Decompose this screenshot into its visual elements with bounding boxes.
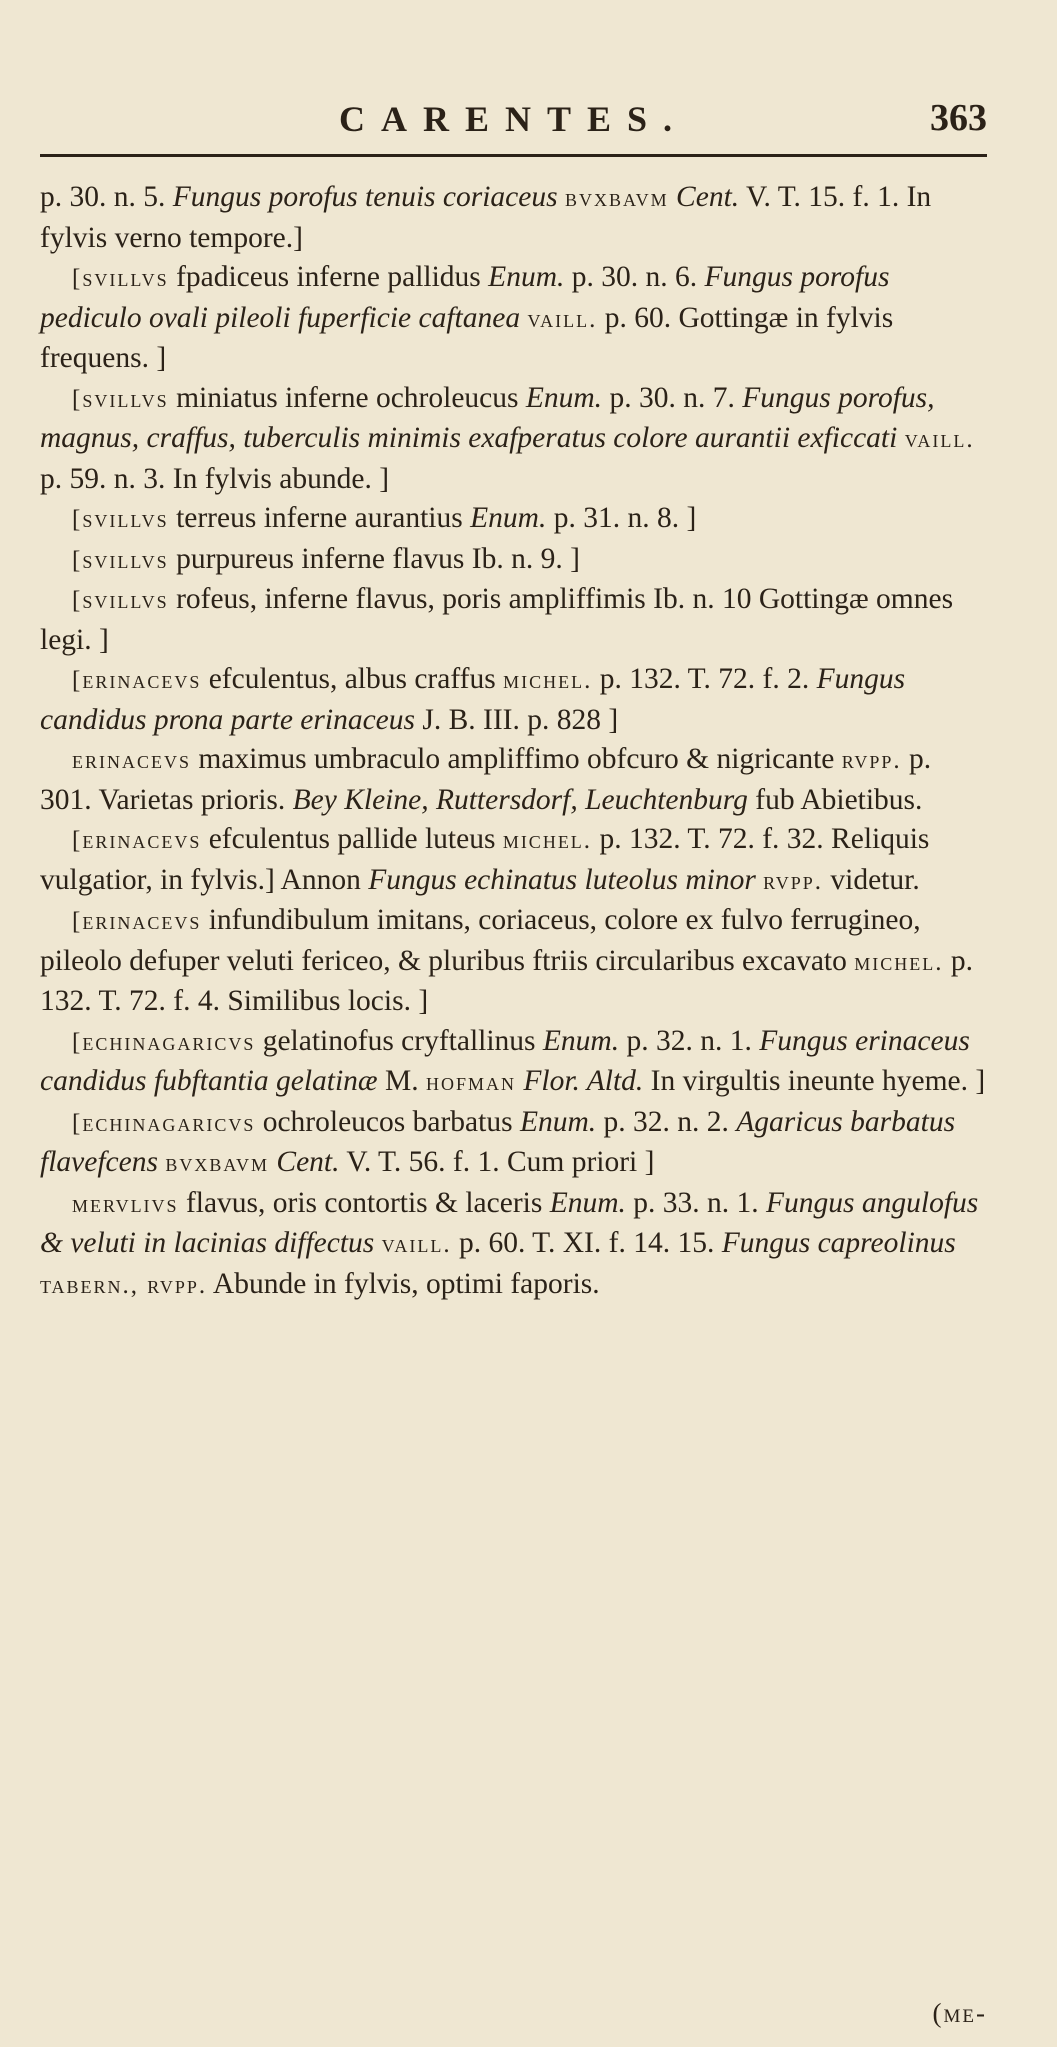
italic-text: Enum. — [488, 261, 565, 293]
text-run: videtur. — [823, 863, 920, 896]
italic-text: Fungus erinaceus candidus fubftantia gelatinæ — [40, 1024, 970, 1097]
text-run: efculentus, albus craffus — [201, 663, 504, 695]
text-run: ochroleucos barbatus — [255, 1105, 520, 1138]
italic-text: Fungus porofus, magnus, craffus, tuberculis minimis exafperatus colore aurantii exficcati — [40, 381, 935, 454]
catchword: (me- — [932, 1998, 987, 2028]
small-caps-text: vaill. — [527, 305, 598, 333]
small-caps-text: [erinacevs — [72, 908, 202, 935]
small-caps-text: vaill. — [381, 1231, 452, 1258]
small-caps-text: [svillvs — [72, 546, 169, 574]
italic-text: Agaricus barbatus flavefcens — [40, 1105, 956, 1178]
text-run: p. 30. n. 7. — [602, 381, 743, 414]
text-run: infundibulum imitans, coriaceus, colore ex fulvo ferrugineo, pileolo defuper veluti fericeo, & pluribus ftriis circularibus excavato — [40, 904, 921, 977]
text-run: purpureus inferne flavus Ib. n. 9. ] — [168, 542, 580, 575]
small-caps-text: [erinacevs — [72, 827, 202, 854]
italic-text: Fungus angulofus & veluti in lacinias diffectus — [40, 1186, 979, 1259]
text-run: terreus inferne aurantius — [168, 502, 471, 534]
text-run — [558, 181, 565, 213]
paragraph — [40, 660, 987, 740]
paragraph — [40, 580, 987, 660]
paragraph — [40, 258, 987, 379]
running-head: CARENTES. — [338, 99, 689, 139]
text-run: rofeus, inferne flavus, poris ampliffimis Ib. n. 10 Gottingæ omnes legi. ] — [40, 583, 954, 656]
small-caps-text: tabern., rvpp. — [40, 1271, 208, 1299]
paragraph — [40, 1184, 987, 1306]
small-caps-text: rvpp. — [841, 747, 902, 774]
italic-text: Fungus porofus pediculo ovali pileoli fuperficie caftanea — [40, 261, 890, 334]
small-caps-text: [svillvs — [72, 587, 169, 614]
small-caps-text: erinacevs — [72, 747, 192, 774]
small-caps-text: rvpp. — [763, 867, 824, 895]
text-run — [897, 422, 904, 454]
italic-text: Bey Kleine, Ruttersdorf, Leuchtenburg — [292, 783, 748, 816]
italic-text: Enum. — [542, 1024, 620, 1057]
text-run: p. 60. Gottingæ in fylvis frequens. ] — [40, 301, 894, 374]
paragraph — [40, 1022, 987, 1103]
paragraph — [40, 1103, 987, 1184]
italic-text: Fungus candidus prona parte erinaceus — [40, 663, 906, 736]
italic-text: Enum. — [470, 502, 547, 534]
text-run: efculentus pallide luteus — [201, 823, 503, 855]
page-number: 363 — [930, 97, 987, 139]
italic-text: Enum. — [519, 1105, 597, 1138]
text-run: p. 132. T. 72. f. 4. Similibus locis. ] — [40, 944, 973, 1017]
text-run: p. 33. n. 1. — [625, 1186, 767, 1219]
small-caps-text: [svillvs — [72, 265, 169, 292]
small-caps-text: [echinagaricvs — [72, 1028, 256, 1056]
paragraph — [40, 379, 987, 500]
text-run: J. B. III. p. 828 ] — [415, 703, 619, 736]
text-run: Abunde in fylvis, optimi faporis. — [207, 1267, 600, 1300]
text-run: fub Abietibus. — [747, 783, 923, 816]
text-run: maximus umbraculo ampliffimo obfcuro & nigricante — [191, 743, 842, 775]
text-run: p. 60. T. XI. f. 14. 15. — [451, 1227, 722, 1259]
text-run: flavus, oris contortis & laceris — [178, 1186, 550, 1219]
text-run: p. 30. n. 5. — [40, 181, 173, 213]
text-run: p. 32. n. 2. — [596, 1105, 737, 1138]
text-run: p. 132. T. 72. f. 32. Reliquis vulgatior, in fylvis.] Annon — [40, 823, 930, 896]
text-run: gelatinofus cryftallinus — [255, 1024, 543, 1057]
small-caps-text: [svillvs — [72, 385, 169, 413]
text-run: p. 31. n. 8. ] — [546, 502, 697, 534]
paragraph — [40, 499, 987, 540]
italic-text: Fungus porofus tenuis coriaceus — [172, 181, 558, 213]
small-caps-text: [svillvs — [72, 506, 169, 533]
paragraph — [40, 901, 987, 1022]
italic-text: Cent. — [276, 1146, 340, 1178]
italic-text: Enum. — [549, 1186, 626, 1219]
text-run: p. 59. n. 3. In fylvis abunde. ] — [40, 462, 390, 495]
header-rule — [40, 154, 987, 157]
italic-text: Fungus echinatus luteolus minor — [368, 863, 756, 896]
page-header — [40, 0, 987, 178]
text-run — [669, 181, 676, 213]
body-text — [40, 178, 987, 1305]
paragraph — [40, 178, 987, 258]
small-caps-text: [erinacevs — [72, 667, 202, 694]
small-caps-text: michel. — [854, 948, 944, 976]
text-run: miniatus inferne ochroleucus — [168, 381, 526, 414]
paragraph — [40, 540, 987, 581]
text-run: p. 132. T. 72. f. 2. — [592, 663, 817, 695]
text-run: p. 301. Varietas prioris. — [40, 743, 932, 816]
text-run: V. T. 56. f. 1. Cum priori ] — [339, 1146, 655, 1178]
small-caps-text: mervlivs — [72, 1190, 179, 1218]
italic-text: Flor. Altd. — [523, 1065, 644, 1097]
text-run: p. 32. n. 1. — [619, 1024, 760, 1057]
text-run: M. — [377, 1065, 426, 1097]
paragraph — [40, 820, 987, 901]
small-caps-text: michel. — [502, 827, 593, 854]
small-caps-text: vaill. — [904, 426, 975, 453]
small-caps-text: [echinagaricvs — [72, 1109, 256, 1137]
small-caps-text: bvxbavm — [165, 1150, 270, 1177]
text-run: V. T. 15. f. 1. In fylvis verno tempore.] — [40, 181, 932, 254]
text-run: p. 30. n. 6. — [564, 261, 705, 293]
text-run — [374, 1227, 381, 1259]
small-caps-text: hofman — [425, 1069, 516, 1096]
italic-text: Fungus capreolinus — [721, 1227, 956, 1259]
text-run: fpadiceus inferne pallidus — [168, 261, 489, 293]
italic-text: Enum. — [525, 381, 603, 414]
small-caps-text: bvxbavm — [564, 185, 669, 212]
small-caps-text: michel. — [503, 667, 593, 694]
text-run: In virgultis ineunte hyeme. ] — [643, 1065, 986, 1097]
italic-text: Cent. — [676, 181, 740, 213]
paragraph — [40, 740, 987, 820]
